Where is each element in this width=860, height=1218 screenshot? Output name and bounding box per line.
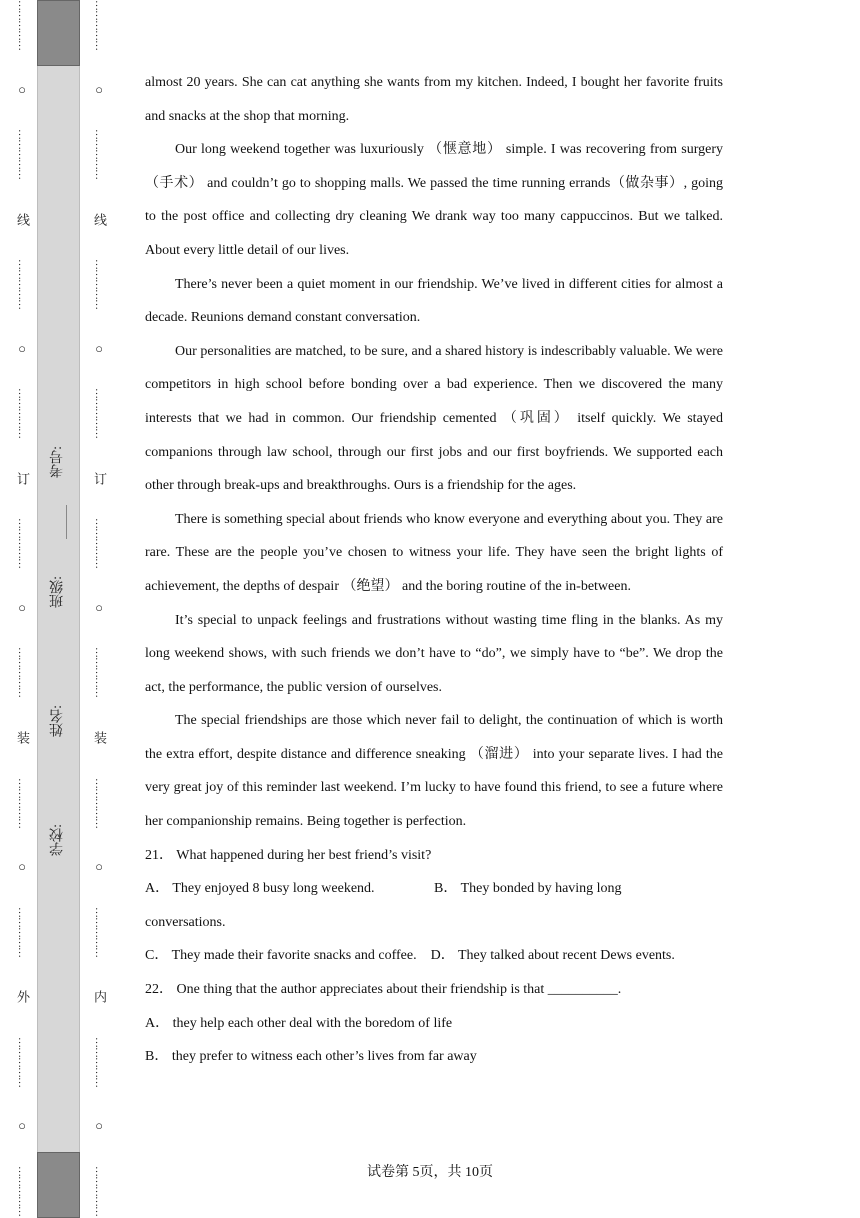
question-21-option-d[interactable]: D． They talked about recent Dews events. bbox=[430, 948, 675, 964]
question-21-stem: 21． What happened during her best friend’s visit? bbox=[145, 847, 432, 863]
cut-label-staple: 装 bbox=[92, 731, 107, 745]
binding-strip bbox=[37, 0, 80, 1216]
exam-number-blank[interactable] bbox=[66, 505, 67, 539]
cut-label-bind: 订 bbox=[15, 471, 30, 485]
cut-circle: ○ bbox=[18, 81, 26, 97]
passage-paragraph: It’s special to unpack feelings and frustrations without wasting time fling in the blanks. As my long weekend shows, with such friends we don’t have to “do”, we simply have to “be”. We drop the act, the performance, the public version of ourselves. bbox=[145, 612, 723, 695]
cut-circle: ○ bbox=[95, 859, 103, 875]
question-21-option-b[interactable]: B． They bonded by having long bbox=[434, 881, 622, 897]
cut-label-staple: 装 bbox=[15, 731, 30, 745]
question-21-option-c[interactable]: C． They made their favorite snacks and coffee. bbox=[145, 948, 417, 964]
cut-circle: ○ bbox=[18, 1118, 26, 1134]
page-footer: 试卷第 5页，共 10页 bbox=[367, 1165, 493, 1180]
question-21-option-b-continued[interactable]: conversations. bbox=[145, 914, 226, 930]
question-22-option-b[interactable]: B． they prefer to witness each other’s lives from far away bbox=[145, 1049, 477, 1065]
school-label: 学校: bbox=[50, 824, 65, 856]
passage-paragraph: There’s never been a quiet moment in our friendship. We’ve lived in different cities for almost a decade. Reunions demand constant conversation. bbox=[145, 276, 723, 326]
question-21-options-row-1 bbox=[145, 872, 723, 906]
cut-circle: ○ bbox=[95, 340, 103, 356]
cut-circle: ○ bbox=[95, 599, 103, 615]
question-21-options-row-2 bbox=[145, 939, 723, 973]
cut-label-outer: 外 bbox=[15, 990, 30, 1004]
exam-number-label: 考号: bbox=[50, 446, 65, 478]
cut-circle: ○ bbox=[18, 340, 26, 356]
cut-circle: ○ bbox=[18, 859, 26, 875]
class-label: 班级: bbox=[50, 576, 65, 608]
question-22-option-a[interactable]: A． they help each other deal with the boredom of life bbox=[145, 1015, 453, 1031]
binding-block-top bbox=[37, 0, 80, 66]
passage-paragraph: The special friendships are those which never fail to delight, the continuation of which is worth the extra effort, despite distance and difference sneaking （溜进） into your separate lives. I had the very great joy of this reminder last weekend. I’m lucky to have found this friend, to see a future where her companionship remains. Being together is perfection. bbox=[145, 713, 723, 830]
passage-paragraph: There is something special about friends who know everyone and everything about you. They are rare. These are the people you’ve chosen to witness your life. They have seen the bright lights of achievement, the depths of despair （绝望） and the boring routine of the in-between. bbox=[145, 511, 723, 594]
inner-cut-line: …………… ○ …………… 线 …………… ○ …………… 订 …………… ○ …………… 装 …………… ○ …………… 内 …………… ○ …………… bbox=[92, 0, 107, 1216]
cut-circle: ○ bbox=[18, 599, 26, 615]
exam-content bbox=[145, 66, 723, 1074]
cut-label-line: 线 bbox=[15, 212, 30, 226]
question-21-option-a[interactable]: A． They enjoyed 8 busy long weekend. bbox=[145, 881, 375, 897]
cut-circle: ○ bbox=[95, 1118, 103, 1134]
passage-paragraph: Our long weekend together was luxuriously （惬意地） simple. I was recovering from surgery（手术） and couldn’t go to shopping malls. We passed the time running errands（做杂事）, going to the post office and collecting dry cleaning We drank way too many cappuccinos. But we talked. About every little detail of our lives. bbox=[145, 142, 723, 258]
name-label: 姓名: bbox=[50, 705, 65, 737]
cut-label-inner: 内 bbox=[92, 990, 107, 1004]
outer-cut-line: …………… ○ …………… 线 …………… ○ …………… 订 …………… ○ …………… 装 …………… ○ …………… 外 …………… ○ …………… bbox=[15, 0, 30, 1216]
cut-circle: ○ bbox=[95, 81, 103, 97]
passage-paragraph: almost 20 years. She can cat anything she wants from my kitchen. Indeed, I bought her favorite fruits and snacks at the shop that morning. bbox=[145, 75, 723, 124]
question-22-stem: 22． One thing that the author appreciates about their friendship is that __________. bbox=[145, 982, 622, 998]
cut-label-line: 线 bbox=[92, 212, 107, 226]
cut-label-bind: 订 bbox=[92, 471, 107, 485]
passage-paragraph: Our personalities are matched, to be sure, and a shared history is indescribably valuable. We were competitors in high school before bonding over a bad experience. Then we discovered the many interests that we had in common. Our friendship cemented （巩固） itself quickly. We stayed companions through law school, through our first jobs and our first boyfriends. We supported each other through break-ups and breakthroughs. Ours is a friendship for the ages. bbox=[145, 343, 723, 494]
